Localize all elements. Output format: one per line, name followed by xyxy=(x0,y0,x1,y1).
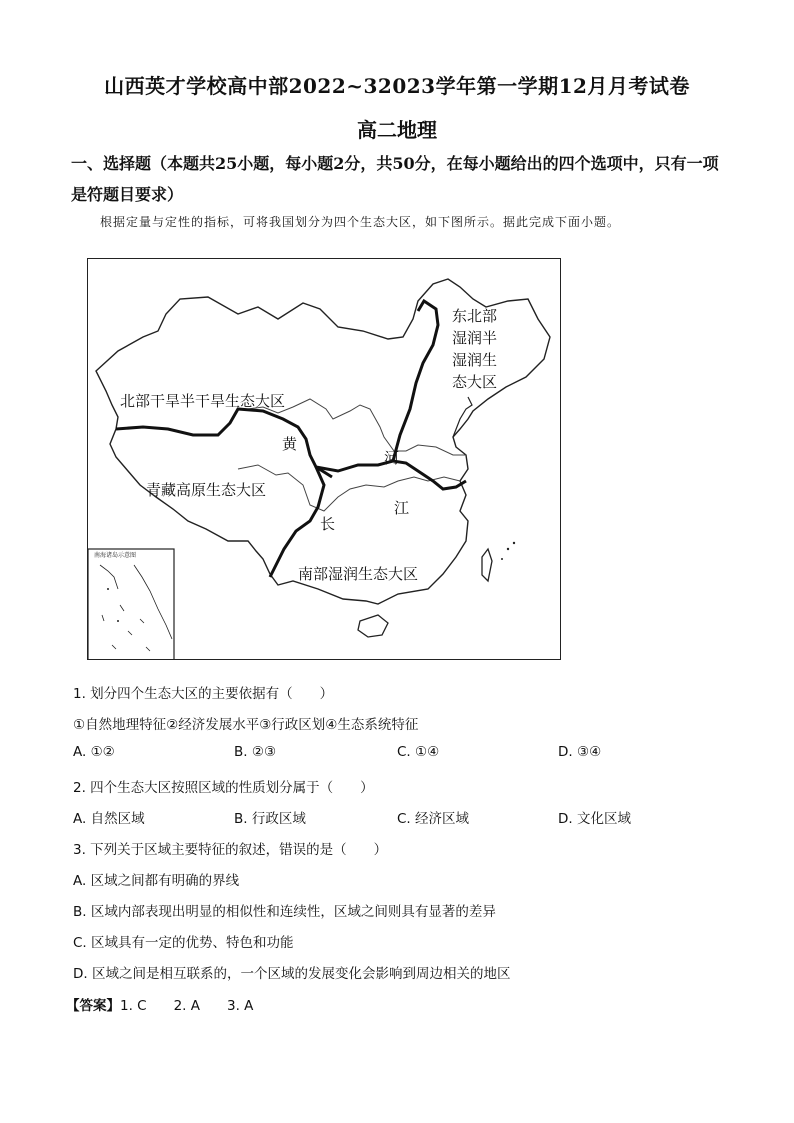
svg-text:湿润半: 湿润半 xyxy=(452,329,498,347)
question-2-stem: 2. 四个生态大区按照区域的性质划分属于（ ） xyxy=(73,780,374,796)
yangtze-river xyxy=(238,465,460,511)
question-2-option-a: A. 自然区域 xyxy=(73,811,145,827)
eco-region-map xyxy=(87,258,561,660)
question-2-option-c: C. 经济区域 xyxy=(397,811,470,827)
south-china-sea-inset xyxy=(88,549,174,660)
question-1-option-c: C. ①④ xyxy=(397,744,440,760)
china-map-drawing xyxy=(88,259,561,660)
question-3-option-a: A. 区域之间都有明确的界线 xyxy=(73,873,240,889)
question-1-option-a: A. ①② xyxy=(73,744,115,760)
svg-text:湿润生: 湿润生 xyxy=(452,351,498,369)
exam-title: 山西英才学校高中部2022~32023学年第一学期12月月考试卷 xyxy=(104,74,690,98)
question-2-option-d: D. 文化区域 xyxy=(558,811,631,827)
boundary-northeast xyxy=(393,301,438,461)
question-3-option-d: D. 区域之间是相互联系的，一个区域的发展变化会影响到周边相关的地区 xyxy=(73,966,511,982)
svg-text:态大区: 态大区 xyxy=(452,373,498,391)
question-1-option-b: B. ②③ xyxy=(234,744,277,760)
label-river-jiang: 江 xyxy=(394,499,410,517)
subject-title: 高二地理 xyxy=(357,118,437,142)
label-river-huang: 黄 xyxy=(282,435,298,453)
boundary-tibet-south xyxy=(270,467,324,577)
question-3-stem: 3. 下列关于区域主要特征的叙述，错误的是（ ） xyxy=(73,842,388,858)
answer-tag: 【答案】 xyxy=(66,998,120,1014)
intro-text: 根据定量与定性的指标，可将我国划分为四个生态大区，如下图所示。据此完成下面小题。 xyxy=(100,215,621,229)
label-north-region: 北部干旱半干旱生态大区 xyxy=(120,392,286,410)
question-1-option-d: D. ③④ xyxy=(558,744,602,760)
answer-line xyxy=(66,994,253,1014)
label-river-he: 河 xyxy=(384,449,400,467)
taiwan-island xyxy=(482,549,492,581)
label-south-region: 南部湿润生态大区 xyxy=(298,565,419,583)
offshore-island-dots xyxy=(501,542,515,560)
inset-label: 南海诸岛示意图 xyxy=(94,552,137,559)
boundary-north-tibet xyxy=(116,409,332,477)
label-river-chang: 长 xyxy=(320,515,336,533)
question-1-note: ①自然地理特征②经济发展水平③行政区划④生态系统特征 xyxy=(73,717,419,733)
hainan-island xyxy=(358,615,388,637)
svg-text:东北部: 东北部 xyxy=(452,307,498,325)
question-2-option-b: B. 行政区域 xyxy=(234,811,306,827)
section-heading: 一、选择题（本题共25小题，每小题2分，共50分，在每小题给出的四个选项中，只有一项是符题目要求） xyxy=(71,154,719,204)
label-northeast xyxy=(452,307,497,391)
answer-text: 1. C 2. A 3. A xyxy=(120,998,254,1014)
question-3-option-b: B. 区域内部表现出明显的相似性和连续性，区域之间则具有显著的差异 xyxy=(73,904,496,920)
label-qinghai-tibet-region: 青藏高原生态大区 xyxy=(146,481,267,499)
question-1-stem: 1. 划分四个生态大区的主要依据有（ ） xyxy=(73,686,334,702)
question-3-option-c: C. 区域具有一定的优势、特色和功能 xyxy=(73,935,294,951)
